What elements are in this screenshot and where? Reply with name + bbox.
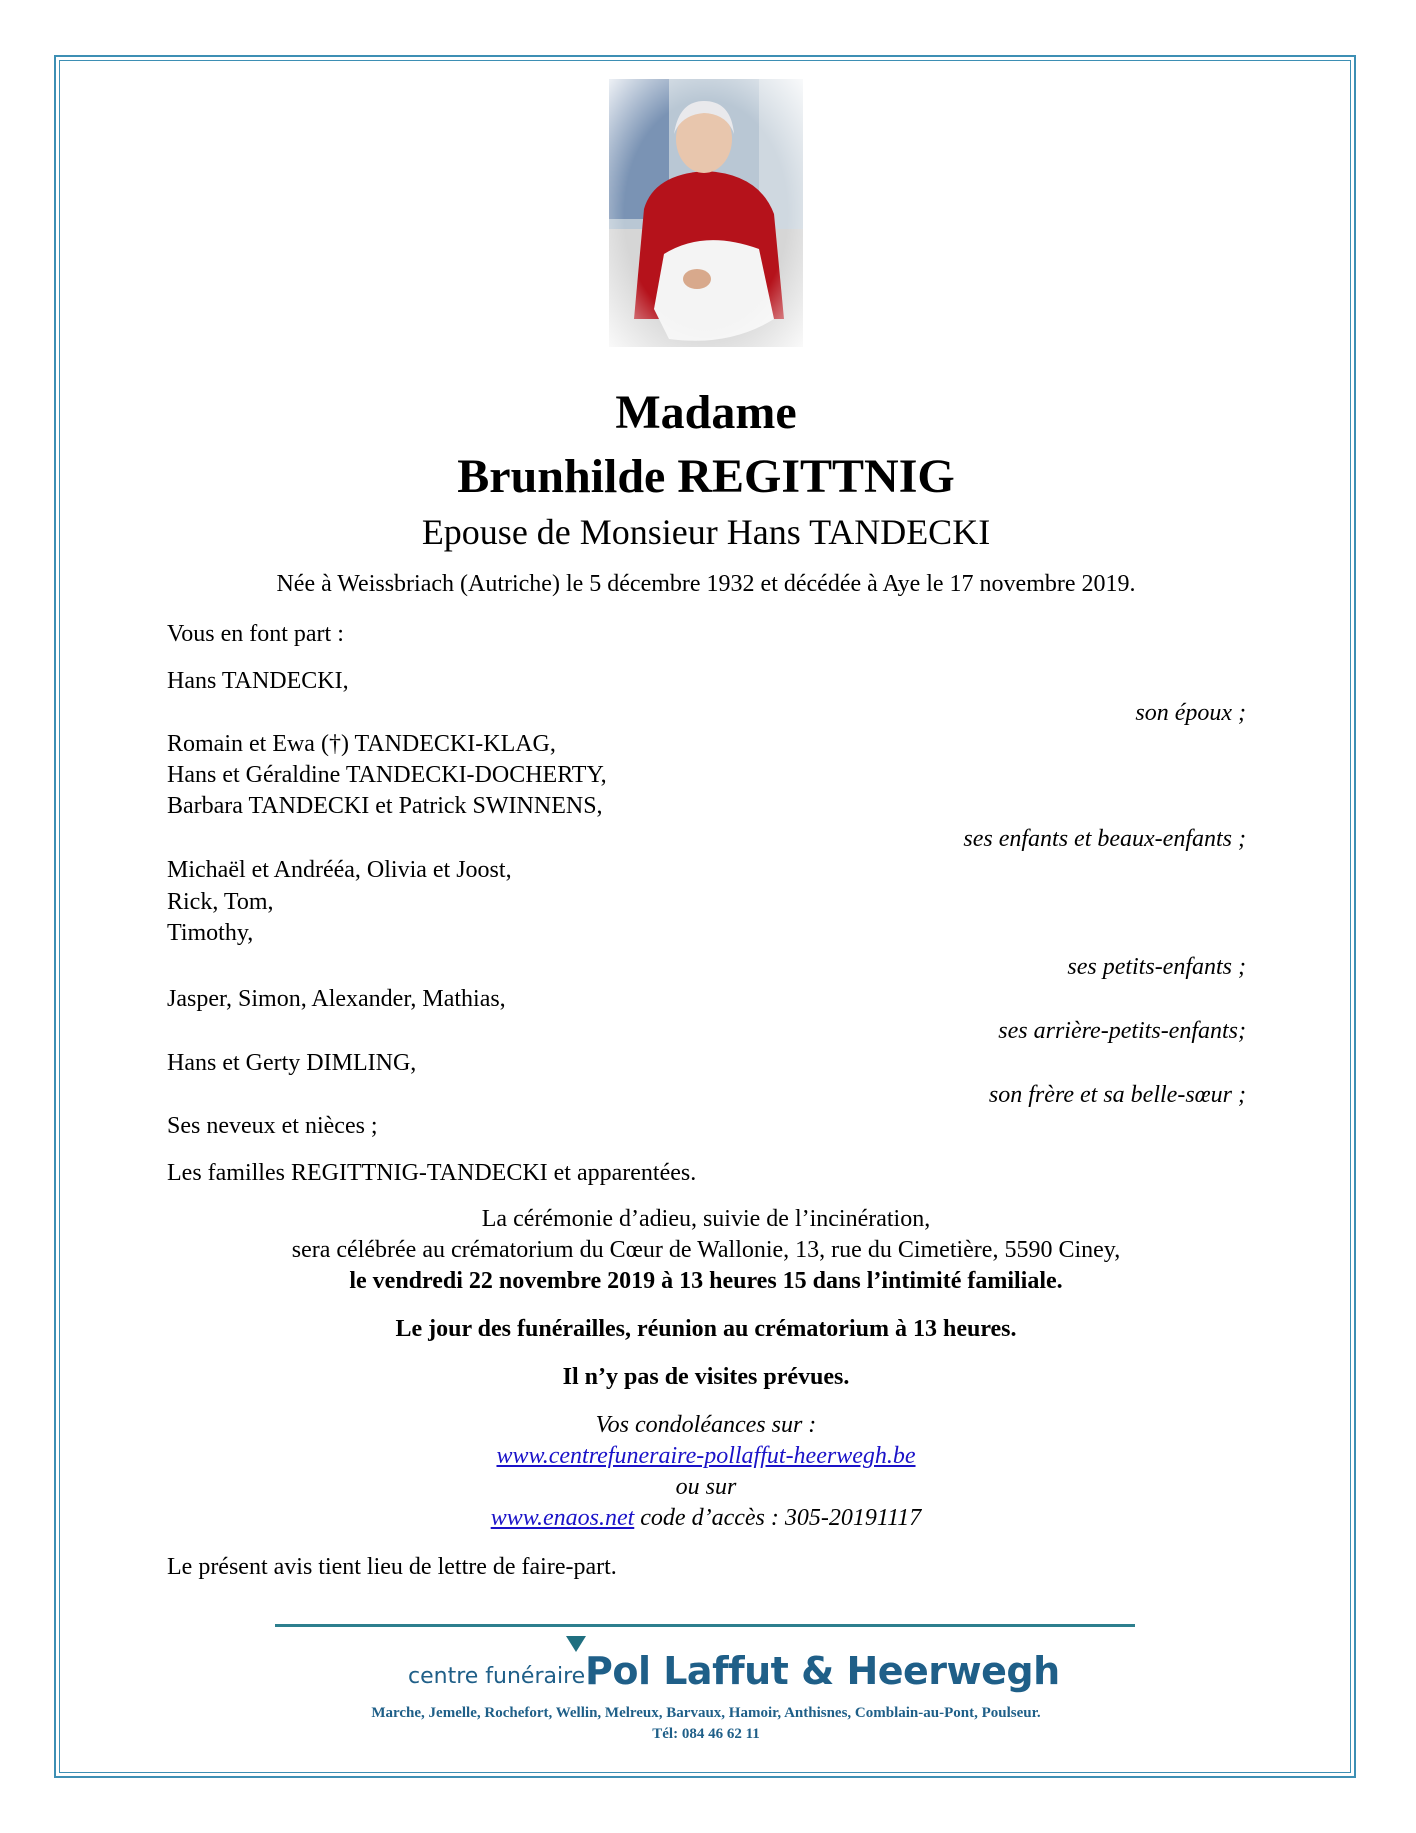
- great-grandchildren-line: Jasper, Simon, Alexander, Mathias,: [167, 986, 506, 1012]
- families-line: Les familles REGITTNIG-TANDECKI et apparentées.: [167, 1160, 697, 1186]
- grandchildren-line: Michaël et Andrééa, Olivia et Joost,: [167, 857, 512, 883]
- title-madame: Madame: [615, 386, 797, 439]
- spouse-relation: son époux ;: [1135, 700, 1246, 726]
- portrait-photo: [609, 79, 803, 347]
- condolences-or: ou sur: [675, 1474, 737, 1500]
- ceremony-line-2: sera célébrée au crématorium du Cœur de Wallonie, 13, rue du Cimetière, 5590 Ciney,: [291, 1237, 1121, 1263]
- great-grandchildren-relation: ses arrière-petits-enfants;: [998, 1018, 1246, 1044]
- children-relation: ses enfants et beaux-enfants ;: [963, 826, 1246, 852]
- children-line: Hans et Géraldine TANDECKI-DOCHERTY,: [167, 762, 607, 788]
- condolences-link-row: [60, 1441, 1352, 1472]
- enaos-row: [60, 1503, 1352, 1534]
- condolences-label: Vos condoléances sur :: [595, 1412, 817, 1438]
- sibling-relation: son frère et sa belle-sœur ;: [988, 1082, 1246, 1108]
- children-line: Romain et Ewa (†) TANDECKI-KLAG,: [167, 731, 556, 757]
- funeral-center-link[interactable]: www.centrefuneraire-pollaffut-heerwegh.be: [496, 1443, 916, 1469]
- footer-tel: Tél: 084 46 62 11: [652, 1726, 760, 1742]
- enaos-link[interactable]: www.enaos.net: [490, 1505, 635, 1531]
- children-line: Barbara TANDECKI et Patrick SWINNENS,: [167, 793, 603, 819]
- footer-rule: [275, 1624, 1135, 1627]
- logo-triangle-icon: [566, 1636, 586, 1652]
- grandchildren-line: Timothy,: [167, 920, 254, 946]
- logo-brand-text: Pol Laffut & Heerwegh: [585, 1649, 1060, 1693]
- sibling-line: Hans et Gerty DIMLING,: [167, 1050, 417, 1076]
- footer-towns: Marche, Jemelle, Rochefort, Wellin, Melreux, Barvaux, Hamoir, Anthisnes, Comblain-au-Pont, Poulseur.: [371, 1705, 1041, 1721]
- birth-death-line: Née à Weissbriach (Autriche) le 5 décembre 1932 et décédée à Aye le 17 novembre 2019.: [276, 571, 1136, 597]
- deceased-name: Brunhilde REGITTNIG: [457, 450, 955, 503]
- meeting-line: Le jour des funérailles, réunion au crématorium à 13 heures.: [395, 1316, 1017, 1342]
- spouse-subtitle: Epouse de Monsieur Hans TANDECKI: [421, 512, 991, 552]
- intro-text: Vous en font part :: [167, 621, 344, 647]
- nephews-line: Ses neveux et nièces ;: [167, 1113, 378, 1139]
- ceremony-line-3: le vendredi 22 novembre 2019 à 13 heures 15 dans l’intimité familiale.: [349, 1268, 1063, 1294]
- closing-line: Le présent avis tient lieu de lettre de faire-part.: [167, 1554, 617, 1580]
- grandchildren-relation: ses petits-enfants ;: [1067, 954, 1246, 980]
- logo-small-text: centre funéraire: [408, 1664, 586, 1689]
- grandchildren-line: Rick, Tom,: [167, 889, 274, 915]
- visits-line: Il n’y pas de visites prévues.: [562, 1364, 850, 1390]
- access-code: code d’accès : 305-20191117: [634, 1505, 922, 1531]
- ceremony-line-1: La cérémonie d’adieu, suivie de l’incinération,: [481, 1206, 931, 1232]
- spouse-line: Hans TANDECKI,: [167, 668, 349, 694]
